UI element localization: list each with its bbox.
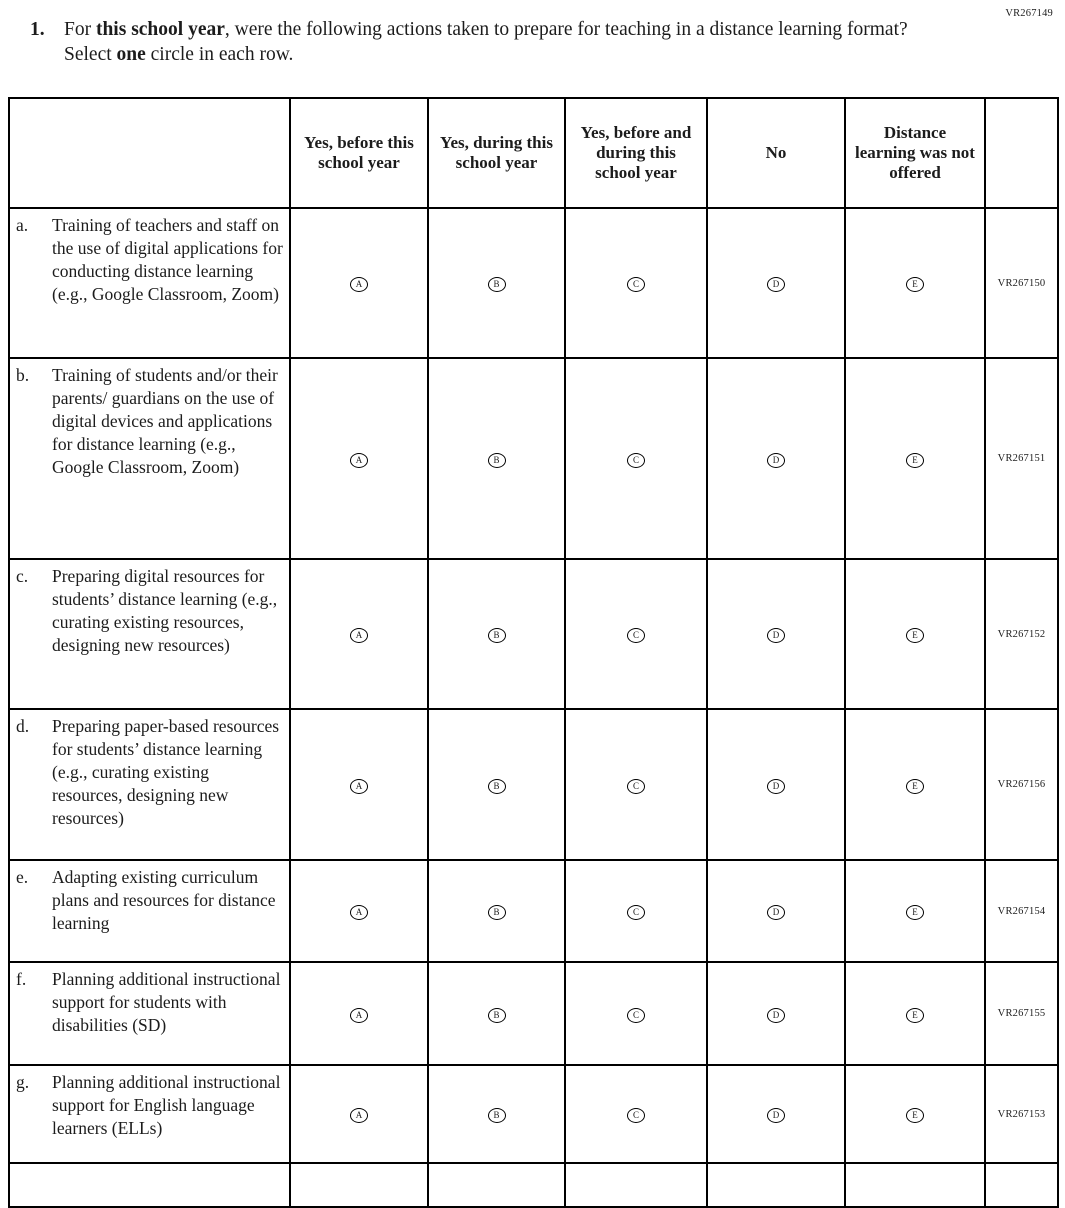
option-cell-a[interactable] (290, 358, 428, 559)
page-code: VR267149 (1005, 8, 1053, 19)
row-letter: a. (16, 215, 29, 235)
option-cell-b[interactable] (428, 860, 565, 962)
question-text-bold2: one (116, 43, 146, 65)
row-label (9, 358, 290, 559)
question-number: 1. (30, 19, 45, 40)
row-label (9, 559, 290, 709)
table-row-c (9, 559, 1058, 709)
option-cell-d[interactable] (707, 962, 845, 1065)
table-row-g (9, 1065, 1058, 1163)
row-code: VR267154 (985, 860, 1058, 962)
row-code (985, 1163, 1058, 1207)
header-row (9, 98, 1058, 208)
option-cell-d[interactable] (707, 709, 845, 860)
row-code: VR267150 (985, 208, 1058, 358)
option-circle-e[interactable]: E (906, 779, 924, 794)
option-cell-e[interactable] (845, 1065, 985, 1163)
row-text: Training of teachers and staff on the use of digital applications for conducting distance learning (e.g., Google Classroom, Zoom) (52, 215, 283, 305)
option-circle-b[interactable]: B (488, 1008, 506, 1023)
option-circle-a[interactable]: A (350, 1008, 368, 1023)
row-label (9, 1065, 290, 1163)
option-cell-b[interactable] (428, 358, 565, 559)
row-label (9, 962, 290, 1065)
option-circle-e[interactable]: E (906, 1108, 924, 1123)
option-circle-c[interactable]: C (627, 628, 645, 643)
header-code-cell (985, 98, 1058, 208)
row-letter: g. (16, 1072, 30, 1092)
row-letter: c. (16, 566, 29, 586)
column-header-no: No (707, 98, 845, 208)
option-circle-d[interactable]: D (767, 277, 785, 292)
option-circle-b[interactable]: B (488, 628, 506, 643)
option-cell-a[interactable] (290, 1065, 428, 1163)
row-text: Preparing paper-based resources for students’ distance learning (e.g., curating existing resources, designing new resources) (52, 716, 280, 829)
option-circle-e[interactable]: E (906, 905, 924, 920)
option-cell-e[interactable] (845, 962, 985, 1065)
question-text-part2: , were the following actions taken to prepare for teaching in a distance learning format? Select (64, 19, 908, 65)
option-circle-e[interactable]: E (906, 628, 924, 643)
option-circle-d[interactable]: D (767, 628, 785, 643)
option-circle-c[interactable]: C (627, 1008, 645, 1023)
row-code: VR267156 (985, 709, 1058, 860)
column-header-yes-before-and-during: Yes, before and during this school year (565, 98, 707, 208)
option-cell-e[interactable] (845, 208, 985, 358)
column-header-yes-during: Yes, during this school year (428, 98, 565, 208)
option-circle-e[interactable]: E (906, 1008, 924, 1023)
row-code: VR267155 (985, 962, 1058, 1065)
question-text-part3: circle in each row. (145, 43, 294, 65)
option-circle-b[interactable]: B (488, 905, 506, 920)
option-circle-c[interactable]: C (627, 1108, 645, 1123)
option-cell-c (565, 1163, 707, 1207)
row-text: Planning additional instructional support for English language learners (ELLs) (52, 1072, 281, 1139)
option-cell-c[interactable] (565, 709, 707, 860)
option-circle-d[interactable]: D (767, 1008, 785, 1023)
table-row-a (9, 208, 1058, 358)
option-cell-e[interactable] (845, 559, 985, 709)
row-letter: d. (16, 716, 30, 736)
option-cell-c[interactable] (565, 208, 707, 358)
row-label (9, 860, 290, 962)
option-cell-c[interactable] (565, 860, 707, 962)
option-cell-c[interactable] (565, 358, 707, 559)
row-label (9, 709, 290, 860)
option-circle-c[interactable]: C (627, 277, 645, 292)
question-text-part1: For (64, 19, 96, 40)
row-code: VR267152 (985, 559, 1058, 709)
option-circle-c[interactable]: C (627, 779, 645, 794)
row-code: VR267151 (985, 358, 1058, 559)
option-cell-a[interactable] (290, 208, 428, 358)
option-circle-b[interactable]: B (488, 779, 506, 794)
row-letter: b. (16, 365, 30, 385)
question-text (64, 18, 909, 68)
header-empty-cell (9, 98, 290, 208)
table-row-b (9, 358, 1058, 559)
option-cell-b[interactable] (428, 962, 565, 1065)
option-cell-e (845, 1163, 985, 1207)
row-label (9, 1163, 290, 1207)
column-header-yes-before: Yes, before this school year (290, 98, 428, 208)
option-cell-d[interactable] (707, 860, 845, 962)
table-row-e (9, 860, 1058, 962)
option-cell-a[interactable] (290, 709, 428, 860)
option-cell-b[interactable] (428, 709, 565, 860)
option-cell-e[interactable] (845, 358, 985, 559)
option-circle-a[interactable]: A (350, 779, 368, 794)
option-cell-c[interactable] (565, 962, 707, 1065)
option-circle-a[interactable]: A (350, 277, 368, 292)
option-cell-b[interactable] (428, 559, 565, 709)
option-cell-d[interactable] (707, 208, 845, 358)
column-header-not-offered: Distance learning was not offered (845, 98, 985, 208)
option-circle-b[interactable]: B (488, 277, 506, 292)
option-circle-c[interactable]: C (627, 905, 645, 920)
option-cell-a[interactable] (290, 860, 428, 962)
option-circle-a[interactable]: A (350, 1108, 368, 1123)
row-text: Planning additional instructional support for students with disabilities (SD) (52, 969, 281, 1036)
survey-table (8, 97, 1059, 1208)
option-circle-d[interactable]: D (767, 779, 785, 794)
option-circle-a[interactable]: A (350, 905, 368, 920)
row-letter: f. (16, 969, 27, 989)
option-cell-c[interactable] (565, 1065, 707, 1163)
option-cell-a (290, 1163, 428, 1207)
row-letter: e. (16, 867, 29, 887)
row-label (9, 208, 290, 358)
row-text: Preparing digital resources for students’ distance learning (e.g., curating existing resources, designing new resources) (52, 566, 278, 656)
option-circle-b[interactable]: B (488, 1108, 506, 1123)
option-cell-e[interactable] (845, 709, 985, 860)
table-row-partial (9, 1163, 1058, 1207)
option-circle-e[interactable]: E (906, 277, 924, 292)
question-block (30, 18, 930, 68)
option-circle-b[interactable]: B (488, 453, 506, 468)
option-circle-d[interactable]: D (767, 1108, 785, 1123)
option-circle-d[interactable]: D (767, 453, 785, 468)
option-circle-e[interactable]: E (906, 453, 924, 468)
table-row-f (9, 962, 1058, 1065)
option-cell-b[interactable] (428, 1065, 565, 1163)
row-code: VR267153 (985, 1065, 1058, 1163)
option-cell-b[interactable] (428, 208, 565, 358)
option-circle-a[interactable]: A (350, 453, 368, 468)
option-cell-a[interactable] (290, 559, 428, 709)
option-cell-d (707, 1163, 845, 1207)
option-cell-a[interactable] (290, 962, 428, 1065)
row-text: Adapting existing curriculum plans and resources for distance learning (52, 867, 276, 934)
option-cell-e[interactable] (845, 860, 985, 962)
option-circle-c[interactable]: C (627, 453, 645, 468)
option-cell-c[interactable] (565, 559, 707, 709)
option-cell-d[interactable] (707, 358, 845, 559)
question-text-bold1: this school year (95, 19, 225, 40)
option-cell-d[interactable] (707, 1065, 845, 1163)
option-cell-b (428, 1163, 565, 1207)
option-circle-d[interactable]: D (767, 905, 785, 920)
option-circle-a[interactable]: A (350, 628, 368, 643)
table-row-d (9, 709, 1058, 860)
option-cell-d[interactable] (707, 559, 845, 709)
row-text: Training of students and/or their parents/ guardians on the use of digital devices and applications for distance learning (e.g., Google Classroom, Zoom) (52, 365, 278, 478)
